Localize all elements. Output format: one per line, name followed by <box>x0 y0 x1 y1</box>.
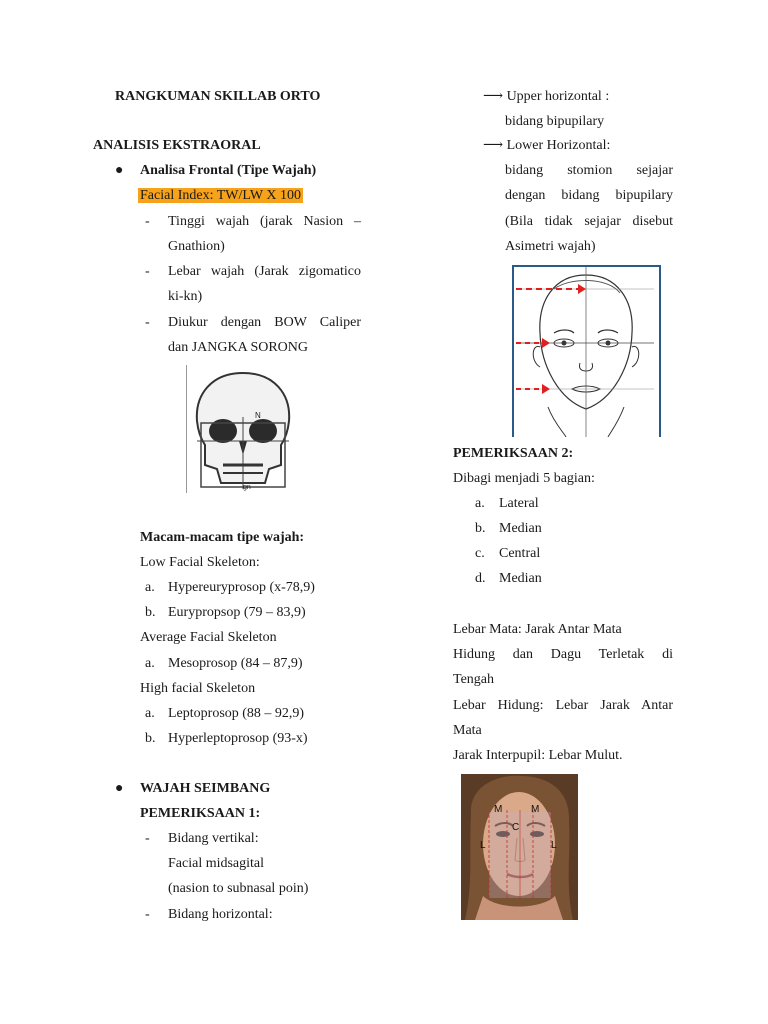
zone-label-l: L <box>551 840 557 851</box>
list-letter: a. <box>145 706 155 721</box>
average-facial-heading: Average Facial Skeleton <box>140 630 277 645</box>
dash-marker: - <box>145 264 150 279</box>
list-item: Bidang vertikal: <box>168 831 259 846</box>
lower-horizontal-desc: Asimetri wajah) <box>505 239 596 254</box>
list-letter: a. <box>145 580 155 595</box>
paragraph-line: Jarak Interpupil: Lebar Mulut. <box>453 748 623 763</box>
skull-diagram <box>186 365 299 493</box>
list-item-line: (nasion to subnasal poin) <box>168 881 309 896</box>
bullet-marker: ● <box>115 163 124 178</box>
dash-marker: - <box>145 831 150 846</box>
list-item: Median <box>499 521 542 536</box>
paragraph-line: Hidung dan Dagu Terletak di <box>453 647 673 662</box>
dash-marker: - <box>145 315 150 330</box>
list-letter: b. <box>475 521 486 536</box>
list-item-line: Lebar wajah (Jarak zigomatico <box>168 264 361 279</box>
list-item: Leptoprosop (88 – 92,9) <box>168 706 305 721</box>
high-facial-heading: High facial Skeleton <box>140 681 256 696</box>
list-item: Lateral <box>499 496 539 511</box>
bullet-wajah-seimbang: WAJAH SEIMBANG <box>140 781 271 796</box>
document-title: RANGKUMAN SKILLAB ORTO <box>115 89 321 104</box>
gnathion-label: gn <box>243 484 251 491</box>
face-outline-icon <box>514 267 659 437</box>
upper-horizontal-desc: bidang bipupilary <box>505 114 605 129</box>
paragraph-line: Mata <box>453 723 482 738</box>
list-item-line: ki-kn) <box>168 289 203 304</box>
list-letter: c. <box>475 546 485 561</box>
face-photo-zones <box>461 774 578 920</box>
zone-label-m: M <box>531 804 540 815</box>
divided-text: Dibagi menjadi 5 bagian: <box>453 471 595 486</box>
list-item: Eurypropsop (79 – 83,9) <box>168 605 306 620</box>
face-horizontal-diagram <box>512 265 661 437</box>
list-item-line: Gnathion) <box>168 239 225 254</box>
paragraph-line: Lebar Mata: Jarak Antar Mata <box>453 622 622 637</box>
exam2-heading: PEMERIKSAAN 2: <box>453 446 574 461</box>
lower-horizontal: ⟶ Lower Horizontal: <box>483 138 611 153</box>
exam1-heading: PEMERIKSAAN 1: <box>140 806 261 821</box>
list-letter: b. <box>145 605 156 620</box>
bullet-marker: ● <box>115 781 124 796</box>
list-item-line: Tinggi wajah (jarak Nasion – <box>168 214 361 229</box>
zone-label-m: M <box>494 804 503 815</box>
dash-marker: - <box>145 214 150 229</box>
zone-label-c: C <box>512 822 520 833</box>
skull-icon <box>187 365 299 493</box>
list-item: Mesoprosop (84 – 87,9) <box>168 656 303 671</box>
upper-horizontal: ⟶ Upper horizontal : <box>483 89 610 104</box>
types-heading: Macam-macam tipe wajah: <box>140 530 305 545</box>
list-letter: a. <box>145 656 155 671</box>
bullet-analisa-frontal: Analisa Frontal (Tipe Wajah) <box>140 163 317 178</box>
list-item-line: Diukur dengan BOW Caliper <box>168 315 361 330</box>
list-item: Hyperleptoprosop (93-x) <box>168 731 308 746</box>
nasion-label: N <box>255 411 261 420</box>
facial-index-formula <box>138 186 303 206</box>
list-item: Hypereuryprosop (x-78,9) <box>168 580 315 595</box>
paragraph-line: Lebar Hidung: Lebar Jarak Antar <box>453 698 673 713</box>
list-letter: d. <box>475 571 486 586</box>
list-item: Central <box>499 546 541 561</box>
lower-horizontal-desc: dengan bidang bipupilary <box>505 188 673 203</box>
list-item: Median <box>499 571 542 586</box>
highlighted-text: Facial Index: TW/LW X 100 <box>140 188 301 203</box>
list-item-line: dan JANGKA SORONG <box>168 340 309 355</box>
low-facial-heading: Low Facial Skeleton: <box>140 555 260 570</box>
dash-marker: - <box>145 907 150 922</box>
paragraph-line: Tengah <box>453 672 495 687</box>
lower-horizontal-desc: (Bila tidak sejajar disebut <box>505 214 673 229</box>
list-item-line: Facial midsagital <box>168 856 265 871</box>
face-photo-icon <box>461 774 578 920</box>
list-letter: a. <box>475 496 485 511</box>
zone-label-l: L <box>480 840 486 851</box>
list-letter: b. <box>145 731 156 746</box>
section-heading: ANALISIS EKSTRAORAL <box>93 138 261 153</box>
lower-horizontal-desc: bidang stomion sejajar <box>505 163 673 178</box>
list-item: Bidang horizontal: <box>168 907 273 922</box>
